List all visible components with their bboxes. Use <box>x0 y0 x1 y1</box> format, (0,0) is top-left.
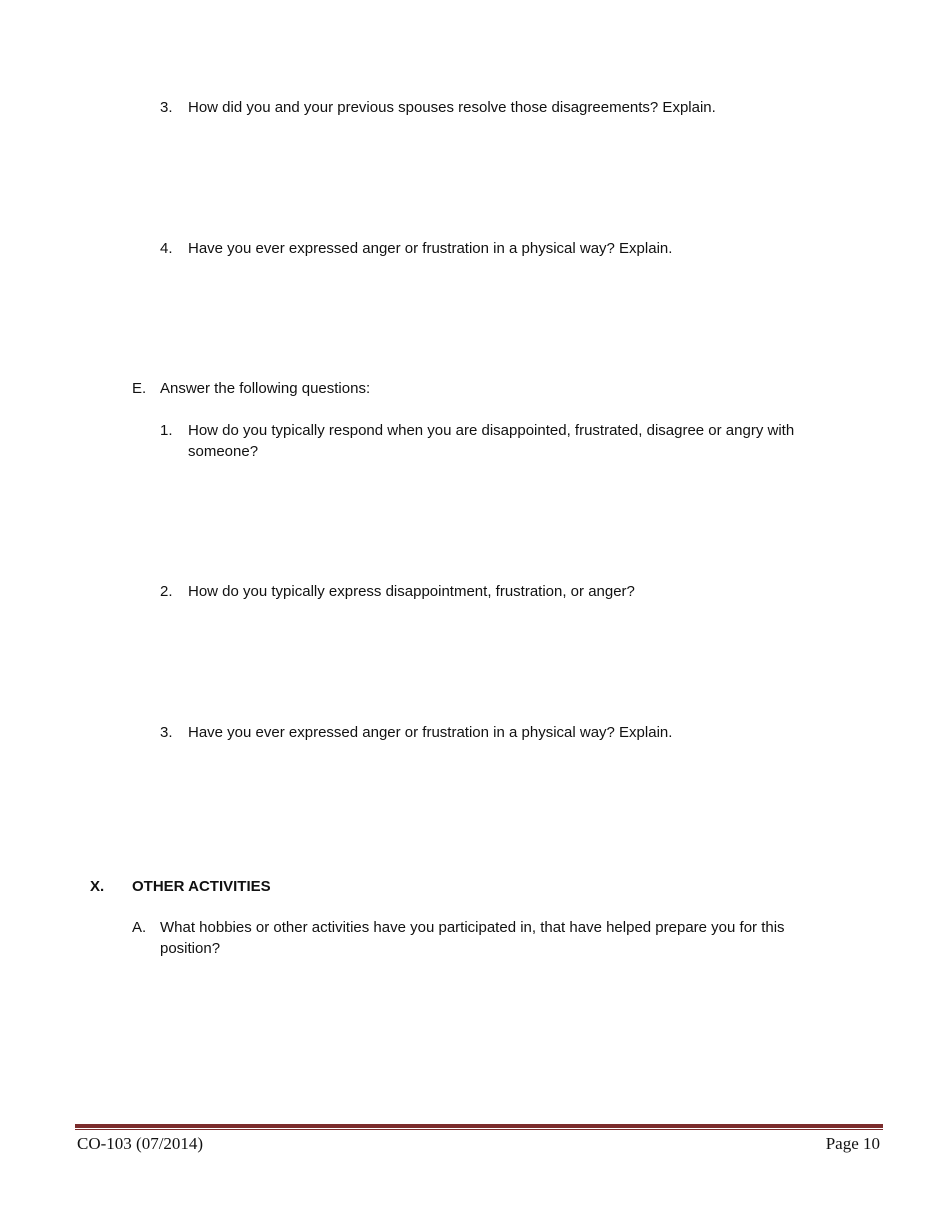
question-number: 3. <box>160 99 173 116</box>
section-numeral: X. <box>90 878 105 895</box>
question-number: 1. <box>160 422 173 439</box>
form-code: CO-103 (07/2014) <box>77 1134 204 1153</box>
section-title: OTHER ACTIVITIES <box>132 878 271 895</box>
section-letter: E. <box>132 380 147 397</box>
item-letter: A. <box>132 919 147 936</box>
question-number: 2. <box>160 583 173 600</box>
question-text: How do you typically express disappointment, frustration, or anger? <box>188 583 635 600</box>
section-e-heading <box>132 378 832 399</box>
footer-rule-thin <box>75 1129 883 1130</box>
question-text: Have you ever expressed anger or frustration in a physical way? Explain. <box>188 240 673 257</box>
question-text: How did you and your previous spouses resolve those disagreements? Explain. <box>188 99 716 116</box>
question-e2 <box>160 581 860 602</box>
question-number: 3. <box>160 724 173 741</box>
question-xa <box>132 917 852 959</box>
footer-rule <box>75 1124 883 1128</box>
question-text: Have you ever expressed anger or frustration in a physical way? Explain. <box>188 724 673 741</box>
question-text: How do you typically respond when you are disappointed, frustrated, disagree or angry with someone? <box>188 422 795 460</box>
section-x-heading <box>90 876 490 897</box>
question-e1 <box>160 420 860 462</box>
section-label: Answer the following questions: <box>160 380 371 397</box>
question-e3 <box>160 722 860 743</box>
question-d4 <box>160 238 860 259</box>
page-number: Page 10 <box>825 1134 880 1153</box>
question-text: What hobbies or other activities have you participated in, that have helped prepare you for this position? <box>160 919 785 957</box>
question-number: 4. <box>160 240 173 257</box>
question-d3 <box>160 97 860 118</box>
